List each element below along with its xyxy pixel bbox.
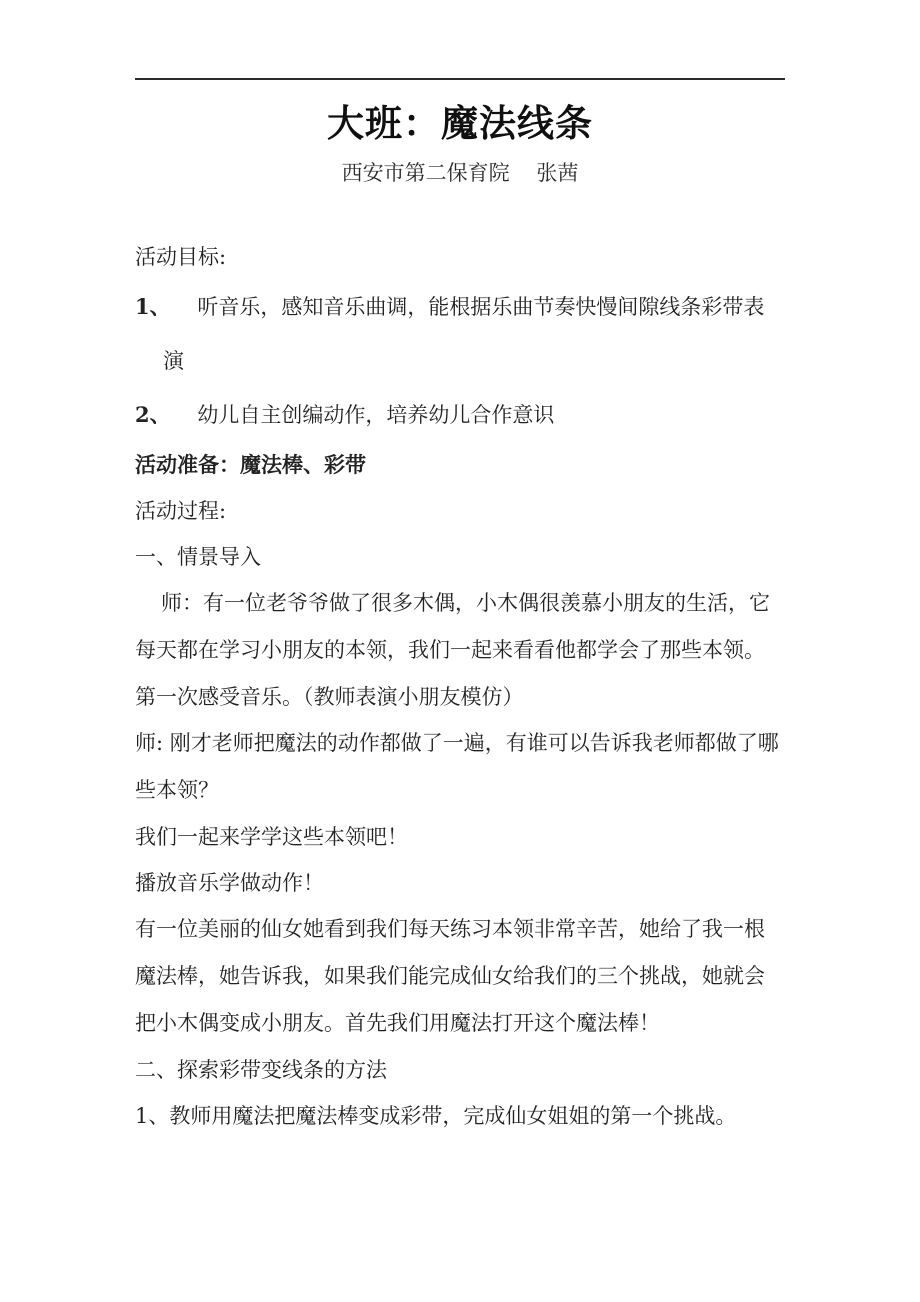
preparation-line: 活动准备：魔法棒、彩带 (135, 451, 366, 477)
section-two-heading: 二、探索彩带变线条的方法 (135, 1057, 387, 1082)
objectives-heading: 活动目标: (135, 244, 227, 269)
line-play-music: 播放音乐学做动作！ (135, 870, 324, 895)
page-title: 大班：魔法线条 (327, 101, 593, 145)
paragraph-teacher-intro: 师：有一位老爷爷做了很多木偶，小木偶很羡慕小朋友的生活，它每天都在学习小朋友的本领，我们一起来看看他都学会了那些本领。 (135, 590, 770, 662)
objective-item-1 (135, 280, 785, 388)
process-heading: 活动过程: (135, 498, 227, 523)
line-learn-together: 我们一起来学学这些本领吧！ (135, 824, 408, 849)
section-two-step-1: 1、教师用魔法把魔法棒变成彩带，完成仙女姐姐的第一个挑战。 (135, 1103, 737, 1128)
objective-1-text: 听音乐，感知音乐曲调，能根据乐曲节奏快慢间隙线条彩带表演 (163, 294, 765, 373)
objective-item-2 (135, 388, 785, 442)
objective-2-text: 幼儿自主创编动作，培养幼儿合作意识 (170, 402, 555, 427)
objective-1-marker: 1、 (135, 293, 171, 319)
paragraph-fairy-story: 有一位美丽的仙女她看到我们每天练习本领非常辛苦，她给了我一根魔法棒，她告诉我，如果我们能完成仙女给我们的三个挑战，她就会把小木偶变成小朋友。首先我们用魔法打开这个魔法棒！ (135, 916, 765, 1035)
document-byline: 西安市第二保育院 张茜 (341, 160, 579, 185)
page-content-area (135, 0, 785, 1139)
paragraph-teacher-question: 师: 刚才老师把魔法的动作都做了一遍，有谁可以告诉我老师都做了哪些本领？ (135, 730, 779, 802)
objective-2-marker: 2、 (135, 401, 171, 427)
section-one-heading: 一、情景导入 (135, 544, 261, 569)
document-body (135, 186, 785, 1139)
line-first-music-experience: 第一次感受音乐。（教师表演小朋友模仿） (135, 684, 524, 709)
